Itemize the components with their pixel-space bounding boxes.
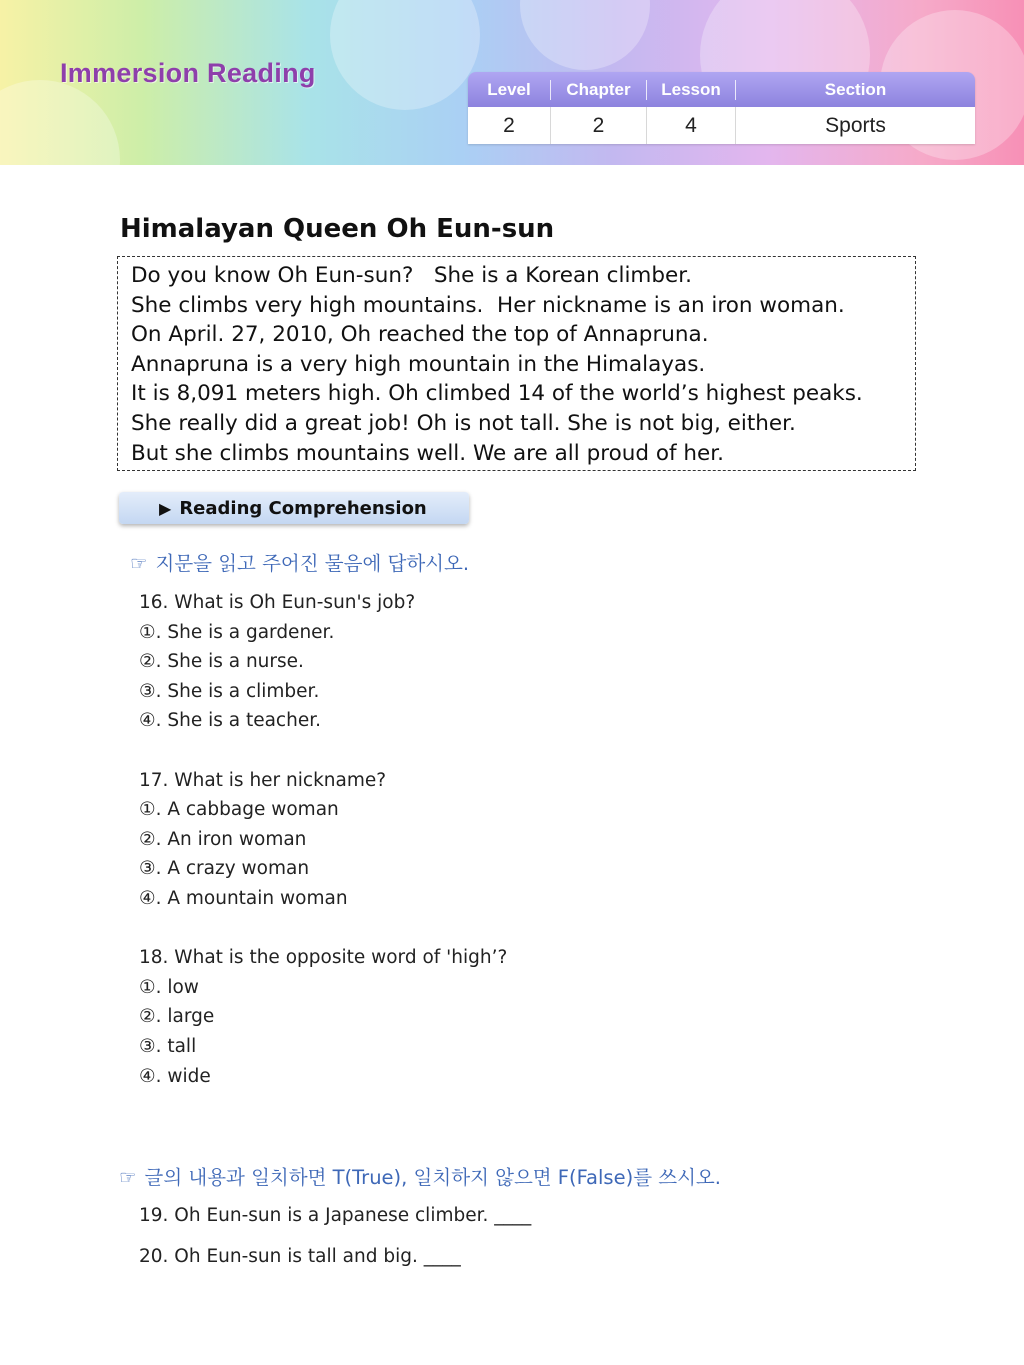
- level-label: Level: [468, 80, 551, 100]
- lesson-info-header: [468, 72, 975, 107]
- passage-line: It is 8,091 meters high. Oh climbed 14 of the world’s highest peaks.: [131, 381, 863, 407]
- question-text: 16. What is Oh Eun-sun's job?: [139, 592, 416, 613]
- answer-option: ②. large: [139, 1006, 215, 1028]
- decorative-bubble: [330, 0, 480, 110]
- answer-option: ③. A crazy woman: [139, 858, 310, 880]
- passage-line: Annapruna is a very high mountain in the Himalayas.: [131, 351, 706, 377]
- chapter-label: Chapter: [551, 80, 647, 100]
- reading-passage: [117, 256, 916, 471]
- answer-option: ①. low: [139, 976, 199, 998]
- question-text: 17. What is her nickname?: [139, 769, 387, 791]
- lesson-label: Lesson: [647, 80, 736, 100]
- decorative-bubble: [0, 80, 120, 165]
- pointing-hand-icon: ☞: [130, 552, 148, 575]
- article-title: Himalayan Queen Oh Eun-sun: [120, 214, 555, 244]
- passage-line: Do you know Oh Eun-sun? She is a Korean climber.: [131, 263, 692, 288]
- true-false-question: 20. Oh Eun-sun is tall and big. ____: [139, 1246, 461, 1267]
- chapter-value: 2: [551, 107, 647, 144]
- true-false-question: 19. Oh Eun-sun is a Japanese climber. ____: [139, 1205, 532, 1226]
- answer-option: ①. A cabbage woman: [139, 799, 339, 821]
- passage-line: She really did a great job! Oh is not tall. She is not big, either.: [131, 410, 796, 436]
- question-list: [139, 588, 507, 1091]
- tf-instruction: [119, 1162, 721, 1190]
- answer-option: ④. wide: [139, 1065, 211, 1087]
- tf-instruction-text: 글의 내용과 일치하면 T(True), 일치하지 않으면 F(False)를 쓰시오.: [144, 1166, 721, 1189]
- pointing-hand-icon: ☞: [119, 1166, 137, 1189]
- section-label: Section: [824, 79, 887, 99]
- answer-option: ④. She is a teacher.: [139, 710, 321, 732]
- answer-option: ①. She is a gardener.: [139, 621, 335, 643]
- section-value: Sports: [825, 113, 886, 137]
- brand-logo-text: Immersion Reading: [60, 58, 316, 88]
- play-arrow-icon: ▶: [159, 498, 172, 518]
- reading-comprehension-button[interactable]: [119, 492, 469, 524]
- lesson-info-values: [468, 107, 975, 144]
- level-value: 2: [468, 107, 551, 144]
- lesson-info-table: [468, 72, 975, 144]
- decorative-bubble: [520, 0, 650, 70]
- passage-line: She climbs very high mountains. Her nickname is an iron woman.: [131, 292, 845, 318]
- answer-option: ③. tall: [139, 1035, 197, 1057]
- passage-line: On April. 27, 2010, Oh reached the top of Annapruna.: [131, 322, 709, 348]
- question-text: 18. What is the opposite word of 'high’?: [139, 947, 508, 969]
- question-block: [139, 943, 507, 1091]
- answer-option: ③. She is a climber.: [139, 680, 320, 702]
- question-block: [139, 766, 507, 914]
- reading-comprehension-label: Reading Comprehension: [179, 497, 427, 519]
- question-block: [139, 588, 507, 736]
- mc-instruction-text: 지문을 읽고 주어진 물음에 답하시오.: [155, 552, 470, 575]
- answer-option: ④. A mountain woman: [139, 887, 348, 909]
- answer-option: ②. An iron woman: [139, 828, 307, 850]
- header-banner: [0, 0, 1024, 165]
- passage-line: But she climbs mountains well. We are all proud of her.: [131, 440, 724, 466]
- answer-option: ②. She is a nurse.: [139, 651, 304, 673]
- lesson-value: 4: [647, 107, 736, 144]
- mc-instruction: [130, 548, 469, 576]
